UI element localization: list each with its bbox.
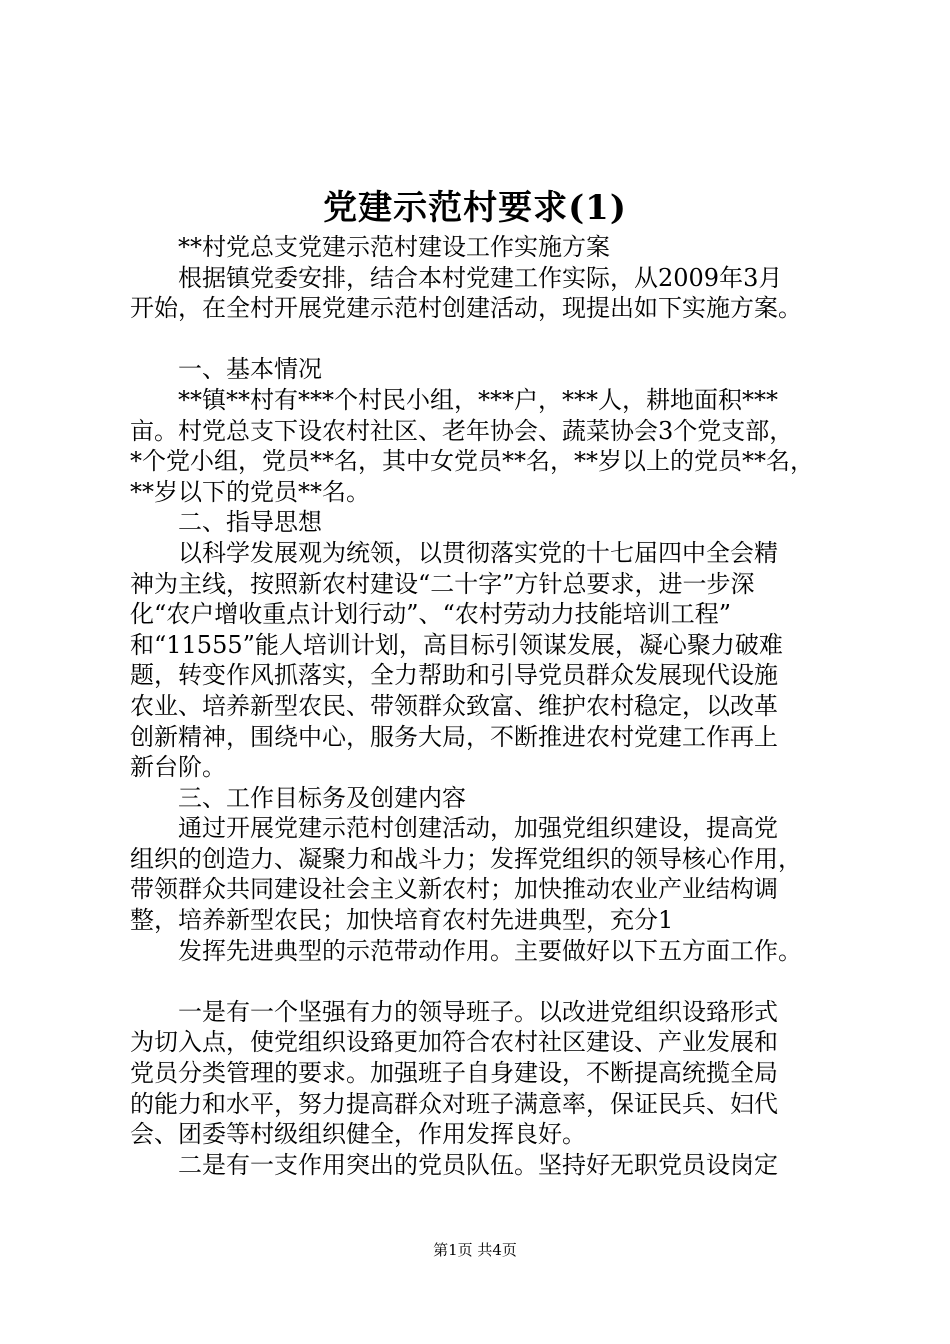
page-footer: 第1页 共4页	[433, 1241, 517, 1259]
text-line: 根据镇党委安排，结合本村党建工作实际，从2009年3月	[178, 263, 783, 292]
section-heading: 一、基本情况	[178, 355, 322, 384]
text-line: 二是有一支作用突出的党员队伍。坚持好无职党员设岗定	[178, 1150, 778, 1179]
text-line: **村党总支党建示范村建设工作实施方案	[178, 233, 610, 261]
text-line: 党员分类管理的要求。加强班子自身建设，不断提高统揽全局	[130, 1059, 778, 1088]
text-line: 创新精神，围绕中心，服务大局，不断推进农村党建工作再上	[130, 722, 778, 751]
text-line: 的能力和水平，努力提高群众对班子满意率，保证民兵、妇代	[130, 1089, 778, 1118]
text-line: 和“11555”能人培训计划，高目标引领谋发展，凝心聚力破难	[130, 630, 783, 659]
blank-line	[130, 324, 835, 355]
text-line: 化“农户增收重点计划行动”、“农村劳动力技能培训工程”	[130, 600, 732, 629]
text-line: 亩。村党总支下设农村社区、老年协会、蔬菜协会3个党支部，	[130, 416, 794, 445]
text-line: 发挥先进典型的示范带动作用。主要做好以下五方面工作。	[178, 936, 802, 965]
text-line: 会、团委等村级组织健全，作用发挥良好。	[130, 1120, 586, 1149]
text-line: 组织的创造力、凝聚力和战斗力；发挥党组织的领导核心作用，	[130, 844, 802, 873]
text-line: 以科学发展观为统领，以贯彻落实党的十七届四中全会精	[178, 538, 778, 567]
text-line: 开始，在全村开展党建示范村创建活动，现提出如下实施方案。	[130, 294, 802, 323]
section-heading: 三、工作目标务及创建内容	[178, 783, 466, 812]
text-line: 农业、培养新型农民、带领群众致富、维护农村稳定，以改革	[130, 691, 778, 720]
text-line: 神为主线，按照新农村建设“二十字”方针总要求，进一步深	[130, 569, 755, 598]
blank-line	[130, 966, 835, 997]
text-line: 通过开展党建示范村创建活动，加强党组织建设，提高党	[178, 814, 778, 843]
text-line: 整，培养新型农民；加快培育农村先进典型，充分1	[130, 906, 674, 935]
text-line: *个党小组，党员**名，其中女党员**名，**岁以上的党员**名，	[130, 447, 814, 476]
text-line: **岁以下的党员**名。	[130, 477, 370, 506]
section-heading: 二、指导思想	[178, 508, 322, 537]
text-line: 带领群众共同建设社会主义新农村；加快推动农业产业结构调	[130, 875, 778, 904]
text-line: 一是有一个坚强有力的领导班子。以改进党组织设臵形式	[178, 997, 778, 1026]
text-line: **镇**村有***个村民小组，***户，***人，耕地面积***	[178, 385, 778, 414]
text-line: 为切入点，使党组织设臵更加符合农村社区建设、产业发展和	[130, 1028, 778, 1057]
text-line: 新台阶。	[130, 753, 226, 782]
document-title: 党建示范村要求(1)	[323, 188, 627, 228]
document-body	[130, 232, 835, 1180]
text-line: 题，转变作风抓落实，全力帮助和引导党员群众发展现代设施	[130, 661, 778, 690]
